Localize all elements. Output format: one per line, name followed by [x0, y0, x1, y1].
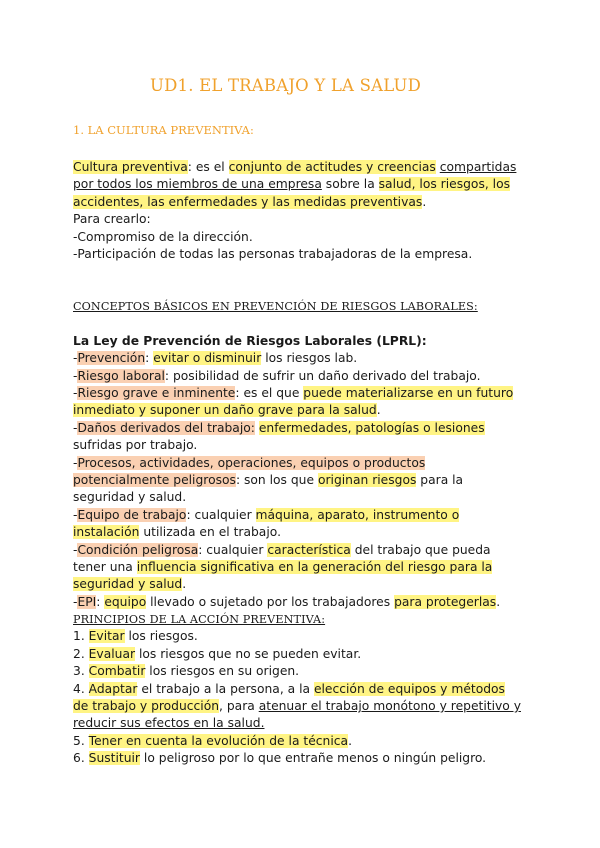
text: lo peligroso por lo que entrañe menos o ningún peligro.	[140, 751, 487, 766]
highlight: Evitar	[88, 629, 125, 644]
text: los riesgos en su origen.	[145, 664, 300, 679]
text: sufridas por trabajo.	[73, 438, 198, 453]
concept-item	[73, 385, 523, 420]
dash: -	[73, 386, 78, 401]
highlight: Combatir	[88, 664, 146, 679]
highlight: puede materializarse en un futuro inmediato y suponer un daño grave para la salud	[73, 386, 514, 418]
text: para la seguridad y salud.	[73, 473, 464, 505]
text: utilizada en el trabajo.	[139, 525, 281, 540]
text: , para	[219, 699, 259, 714]
highlight: Adaptar	[88, 681, 138, 696]
term-highlight: Procesos, actividades, operaciones, equipos o productos potencialmente peligrosos	[73, 455, 426, 488]
principle-item	[73, 750, 523, 767]
number: 3.	[73, 664, 89, 679]
dash: -	[73, 594, 78, 609]
underlined-text: atenuar el trabajo monótono y repetitivo y reducir sus efectos en la salud.	[73, 699, 521, 731]
number: 1.	[73, 629, 89, 644]
definition-paragraph	[73, 159, 523, 211]
term-highlight: EPI	[77, 594, 97, 609]
law-title: La Ley de Prevención de Riesgos Laborales (LPRL):	[73, 333, 427, 348]
text: : son los que	[235, 473, 318, 488]
section-heading-principios: PRINCIPIOS DE LA ACCIÓN PREVENTIVA:	[73, 613, 326, 626]
term-highlight: Daños derivados del trabajo:	[77, 420, 255, 435]
section-principios	[73, 611, 523, 768]
text: : cualquier	[186, 507, 256, 522]
list-item: -Participación de todas las personas trabajadoras de la empresa.	[73, 247, 473, 262]
text: los riesgos.	[124, 629, 198, 644]
text: .	[376, 403, 381, 418]
highlight: influencia significativa en la generación del riesgo para la seguridad y salud	[73, 560, 493, 592]
text: : es el que	[235, 386, 304, 401]
underlined-text: compartidas por todos los miembros de una empresa	[73, 160, 517, 192]
dash: -	[73, 368, 78, 383]
text: :	[96, 594, 105, 609]
page-title: UD1. EL TRABAJO Y LA SALUD	[150, 76, 422, 95]
concept-item	[73, 594, 523, 611]
section-conceptos	[73, 298, 523, 611]
highlight: evitar o disminuir	[153, 351, 262, 366]
text: .	[422, 194, 427, 209]
number: 2.	[73, 646, 89, 661]
number: 6.	[73, 751, 89, 766]
text: sobre la	[321, 177, 379, 192]
dash: -	[73, 351, 78, 366]
dash: -	[73, 455, 78, 470]
highlight: característica	[267, 542, 351, 557]
highlight: elección de equipos y métodos de trabajo y producción	[73, 681, 505, 714]
principle-item	[73, 646, 523, 663]
highlight: salud, los riesgos, los accidentes, las enfermedades y las medidas preventivas	[73, 177, 511, 209]
highlight: para protegerlas	[394, 594, 497, 609]
text: : cualquier	[198, 542, 268, 557]
highlight: Tener en cuenta la evolución de la técnica	[88, 733, 349, 748]
highlight: equipo	[104, 594, 147, 609]
text: los riesgos que no se pueden evitar.	[135, 646, 362, 661]
text: los riesgos lab.	[261, 351, 358, 366]
text: .	[348, 733, 352, 748]
principle-item	[73, 628, 523, 645]
text: : es el	[187, 160, 229, 174]
highlight: Evaluar	[88, 646, 136, 661]
text: llevado o sujetado por los trabajadores	[146, 594, 395, 609]
term-highlight: Prevención	[77, 351, 146, 366]
highlight: originan riesgos	[317, 473, 417, 488]
highlight: enfermedades, patologías o lesiones	[258, 420, 485, 435]
concept-item	[73, 420, 523, 455]
highlight: conjunto de actitudes y creencias	[228, 160, 436, 174]
section-heading-conceptos: CONCEPTOS BÁSICOS EN PREVENCIÓN DE RIESGOS LABORALES:	[73, 300, 478, 313]
text: : posibilidad de sufrir un daño derivado del trabajo.	[164, 368, 481, 383]
concept-item	[73, 507, 523, 542]
term-highlight: Equipo de trabajo	[77, 507, 187, 522]
create-intro: Para crearlo:	[73, 212, 151, 227]
section-heading-cultura: 1. LA CULTURA PREVENTIVA:	[73, 123, 254, 137]
number: 4.	[73, 681, 89, 696]
text: :	[145, 351, 154, 366]
highlight: máquina, aparato, instrumento o instalación	[73, 507, 460, 540]
dash: -	[73, 420, 78, 435]
number: 5.	[73, 733, 89, 748]
term-highlight: Riesgo laboral	[77, 368, 165, 383]
spacer	[73, 315, 523, 332]
principle-item	[73, 663, 523, 680]
concept-item	[73, 368, 523, 385]
principle-item	[73, 681, 523, 733]
dash: -	[73, 507, 78, 522]
list-item: -Compromiso de la dirección.	[73, 229, 253, 244]
text: .	[496, 594, 501, 609]
text: .	[182, 577, 187, 592]
text: del trabajo que pueda tener una	[73, 542, 491, 575]
term-highlight: Condición peligrosa	[77, 542, 199, 557]
concept-item	[73, 542, 523, 594]
term-highlight: Cultura preventiva	[73, 160, 188, 174]
term-highlight: Riesgo grave e inminente	[77, 386, 236, 401]
section-cultura-body	[73, 159, 523, 263]
concept-item	[73, 455, 523, 507]
dash: -	[73, 542, 78, 557]
principle-item	[73, 733, 523, 750]
text: el trabajo a la persona, a la	[137, 681, 314, 696]
concept-item	[73, 350, 523, 367]
highlight: Sustituir	[88, 751, 140, 766]
